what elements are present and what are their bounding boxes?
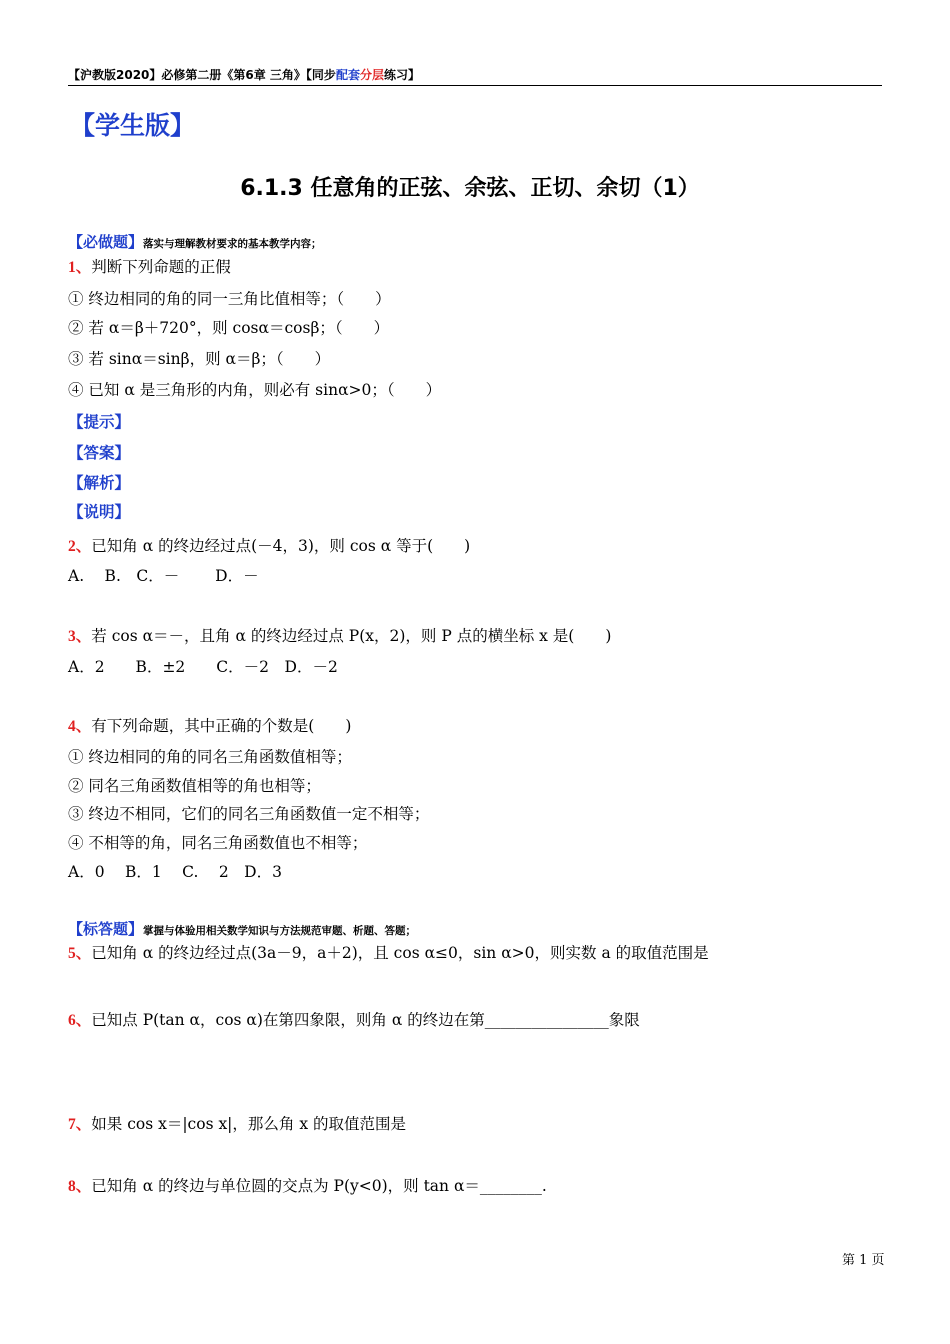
- question-2: [68, 534, 470, 556]
- question-number: 6、: [68, 1012, 92, 1029]
- question-number: 7、: [68, 1116, 92, 1133]
- question-number: 4、: [68, 718, 92, 735]
- q4-item-2: ② 同名三角函数值相等的角也相等；: [68, 777, 321, 795]
- header-text: 【沪教版2020】必修第二册《第6章 三角》【同步: [68, 68, 336, 82]
- q1-item-2: ② 若 α＝β＋720°，则 cosα＝cosβ；（ ）: [68, 319, 390, 337]
- question-stem: 如果 cos x＝|cos x|，那么角 x 的取值范围是: [91, 1115, 407, 1133]
- section-standard: [68, 918, 416, 939]
- page-header: [68, 66, 420, 83]
- analysis-label: 【解析】: [68, 474, 131, 492]
- question-stem: 有下列命题，其中正确的个数是( ): [91, 717, 352, 735]
- question-3: [68, 624, 611, 646]
- question-stem: 若 cos α＝－，且角 α 的终边经过点 P(x，2)，则 P 点的横坐标 x 是( ): [91, 627, 612, 645]
- question-stem: 已知点 P(tan α，cos α)在第四象限，则角 α 的终边在第________________象限: [91, 1011, 640, 1029]
- version-label: 【学生版】: [70, 111, 196, 140]
- section-required-desc: 落实与理解教材要求的基本教学内容；: [143, 238, 322, 250]
- question-stem: 判断下列命题的正假: [91, 258, 231, 276]
- question-number: 2、: [68, 538, 92, 555]
- question-4: [68, 714, 351, 736]
- question-stem: 已知角 α 的终边与单位圆的交点为 P(y<0)，则 tan α＝________.: [91, 1177, 547, 1195]
- page-title: 6.1.3 任意角的正弦、余弦、正切、余切（1）: [240, 176, 700, 201]
- section-standard-desc: 掌握与体验用相关数学知识与方法规范审题、析题、答题；: [143, 925, 417, 937]
- question-1: [68, 255, 231, 277]
- q1-item-4: ④ 已知 α 是三角形的内角，则必有 sinα>0；（ ）: [68, 381, 442, 399]
- q3-options: A．2 B．±2 C．－2 D．－2: [68, 658, 338, 676]
- q4-item-3: ③ 终边不相同，它们的同名三角函数值一定不相等；: [68, 805, 430, 823]
- question-number: 8、: [68, 1178, 92, 1195]
- header-highlight-red: 分层: [359, 68, 384, 82]
- question-8: [68, 1174, 547, 1196]
- answer-label: 【答案】: [68, 444, 131, 462]
- header-highlight-blue: 配套: [335, 68, 360, 82]
- q1-item-1: ① 终边相同的角的同一三角比值相等；（ ）: [68, 290, 391, 308]
- hint-label: 【提示】: [68, 413, 131, 431]
- q4-item-4: ④ 不相等的角，同名三角函数值也不相等；: [68, 834, 368, 852]
- question-number: 1、: [68, 259, 92, 276]
- question-stem: 已知角 α 的终边经过点(－4，3)，则 cos α 等于( ): [91, 537, 471, 555]
- question-6: [68, 1008, 640, 1030]
- section-required: [68, 231, 322, 252]
- header-text-end: 练习】: [383, 68, 420, 82]
- section-required-tag: 【必做题】: [68, 233, 144, 251]
- q2-options: A. B. C．－ D．－: [68, 567, 259, 585]
- question-number: 5、: [68, 945, 92, 962]
- q1-item-3: ③ 若 sinα＝sinβ，则 α＝β；（ ）: [68, 350, 331, 368]
- q4-options: A．0 B．1 C. 2 D．3: [68, 863, 282, 881]
- question-number: 3、: [68, 628, 92, 645]
- question-7: [68, 1112, 406, 1134]
- page-number: 第 1 页: [842, 1253, 885, 1268]
- note-label: 【说明】: [68, 503, 131, 521]
- header-rule: [68, 85, 882, 86]
- question-5: [68, 941, 709, 963]
- question-stem: 已知角 α 的终边经过点(3a－9，a＋2)，且 cos α≤0，sin α>0，则实数 a 的取值范围是: [91, 944, 709, 962]
- section-standard-tag: 【标答题】: [68, 920, 144, 938]
- q4-item-1: ① 终边相同的角的同名三角函数值相等；: [68, 748, 352, 766]
